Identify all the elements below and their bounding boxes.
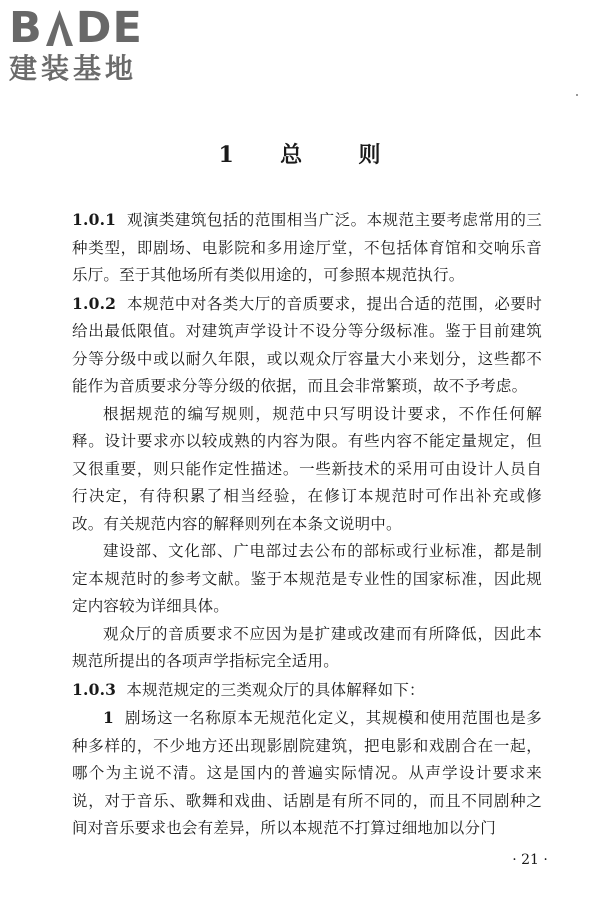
paragraph-rules: 根据规范的编写规则，规范中只写明设计要求，不作任何解释。设计要求亦以较成熟的内容为限。有些内容不能定量规定，但又很重要，则只能作定性描述。一些新技术的采用可由设计人员自行决定，有待积累了相当经验，在修订本规范时可作出补充或修改。有关规范内容的解释则列在本条文说明中。 (72, 404, 542, 533)
chapter-title (0, 138, 600, 169)
bade-logo (9, 3, 179, 86)
logo-letter-b: B (9, 3, 43, 53)
corner-mark (576, 94, 578, 96)
logo-letters-de: DE (75, 3, 143, 53)
logo-letter-a (44, 6, 75, 50)
item-1-theater (72, 704, 542, 843)
item-number: 1 (103, 708, 114, 727)
item-text: 剧场这一名称原本无规范化定义，其规模和使用范围也是多种多样的，不少地方还出现影剧院建筑，把电影和戏剧合在一起，哪个为主说不清。这是国内的普遍实际情况。从声学设计要求来说，对于音乐、歌舞和戏曲、话剧是有所不同的，而且不同剧种之间对音乐要求也会有差异，所以本规范不打算过细地加以分门 (72, 709, 542, 837)
clause-text: 本规范中对各类大厅的音质要求，提出合适的范围，必要时给出最低限值。对建筑声学设计不设分等分级标准。鉴于目前建筑分等分级中或以耐久年限，或以观众厅容量大小来划分，这些都不能作为音质要求分等分级的依据，而且会非常繁琐，故不予考虑。 (72, 294, 542, 395)
logo-a-roof-icon (44, 8, 75, 48)
logo-wordmark (9, 3, 179, 53)
chapter-title-part2: 则 (358, 142, 382, 168)
clause-1-0-3 (72, 676, 542, 705)
clause-number: 1.0.1 (72, 210, 117, 229)
clause-1-0-2 (72, 290, 542, 401)
clause-text: 本规范规定的三类观众厅的具体解释如下： (126, 680, 425, 699)
chapter-number: 1 (218, 142, 235, 168)
page-number: · 21 · (512, 852, 548, 868)
paragraph-renovation: 观众厅的音质要求不应因为是扩建或改建而有所降低，因此本规范所提出的各项声学指标完全适用。 (72, 624, 542, 670)
paragraph-references: 建设部、文化部、广电部过去公布的部标或行业标准，都是制定本规范时的参考文献。鉴于本规范是专业性的国家标准，因此规定内容较为详细具体。 (72, 542, 542, 615)
logo-subtitle: 建装基地 (9, 52, 138, 85)
clause-1-0-1 (72, 206, 542, 290)
clause-number: 1.0.2 (72, 293, 117, 313)
clause-text: 观演类建筑包括的范围相当广泛。本规范主要考虑常用的三种类型，即剧场、电影院和多用途厅堂，不包括体育馆和交响乐音乐厅。至于其他场所有类似用途的，可参照本规范执行。 (72, 211, 542, 284)
body-content (72, 206, 542, 843)
chapter-title-part1: 总 (280, 142, 304, 168)
clause-number: 1.0.3 (72, 679, 117, 699)
